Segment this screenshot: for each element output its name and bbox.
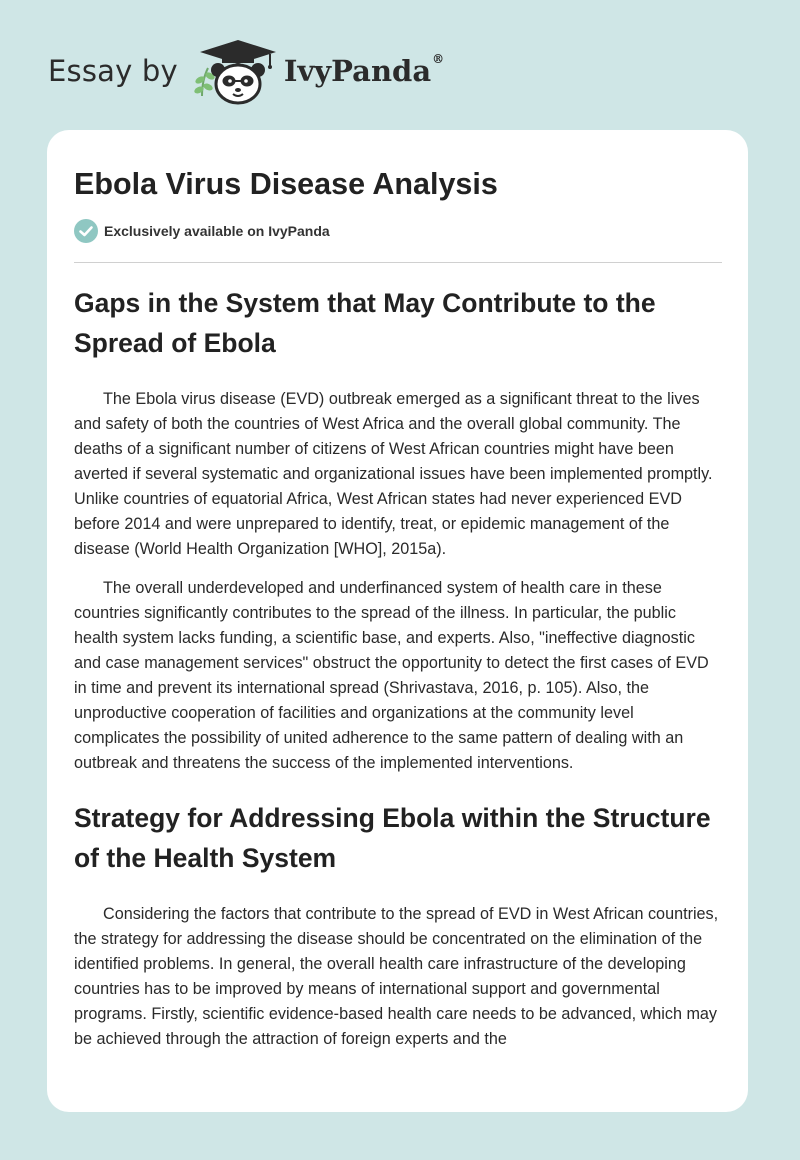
paragraph: Considering the factors that contribute to the spread of EVD in West African countries, the strategy for addressing the disease should be concentrated on the elimination of the identified problems. In general, the overall health care infrastructure of the developing countries has to be improved by means of international support and governmental programs. Firstly, scientific evidence-based health care needs to be advanced, which may be achieved through the attraction of foreign experts and the — [74, 905, 719, 1048]
essay-by-label: Essay by — [48, 54, 178, 88]
registered-mark: ® — [432, 52, 445, 66]
essay-card — [47, 130, 748, 1112]
section-heading: Strategy for Addressing Ebola within the Structure of the Health System — [74, 803, 711, 873]
title-divider — [74, 262, 722, 263]
page-title: Ebola Virus Disease Analysis — [74, 167, 498, 201]
section-heading: Gaps in the System that May Contribute to the Spread of Ebola — [74, 288, 656, 358]
paragraph: The overall underdeveloped and underfinanced system of health care in these countries significantly contributes to the spread of the illness. In particular, the public health system lacks funding, a scientific base, and experts. Also, "ineffective diagnostic and case management services" obstruct the opportunity to detect the first cases of EVD in time and prevent its international spread (Shrivastava, 2016, p. 105). Also, the unproductive cooperation of facilities and organizations at the community level complicates the possibility of united adherence to the same pattern of dealing with an outbreak and threatens the success of the implemented interventions. — [74, 579, 709, 772]
exclusive-badge-text: Exclusively available on IvyPanda — [104, 223, 330, 239]
paragraph: The Ebola virus disease (EVD) outbreak emerged as a significant threat to the lives and safety of both the countries of West Africa and the overall global community. The deaths of a significant number of citizens of West African countries might have been averted if several systematic and organizational issues have been implemented promptly. Unlike countries of equatorial Africa, West African states had never experienced EVD before 2014 and were unprepared to identify, treat, or epidemic management of the disease (World Health Organization [WHO], 2015a). — [74, 390, 713, 558]
panda-graduate-icon[interactable] — [188, 36, 280, 106]
exclusive-badge — [74, 218, 722, 244]
check-circle-icon — [74, 219, 98, 243]
brand-name-text: IvyPanda — [283, 54, 432, 88]
brand-name[interactable] — [284, 54, 444, 88]
site-header — [48, 36, 444, 106]
